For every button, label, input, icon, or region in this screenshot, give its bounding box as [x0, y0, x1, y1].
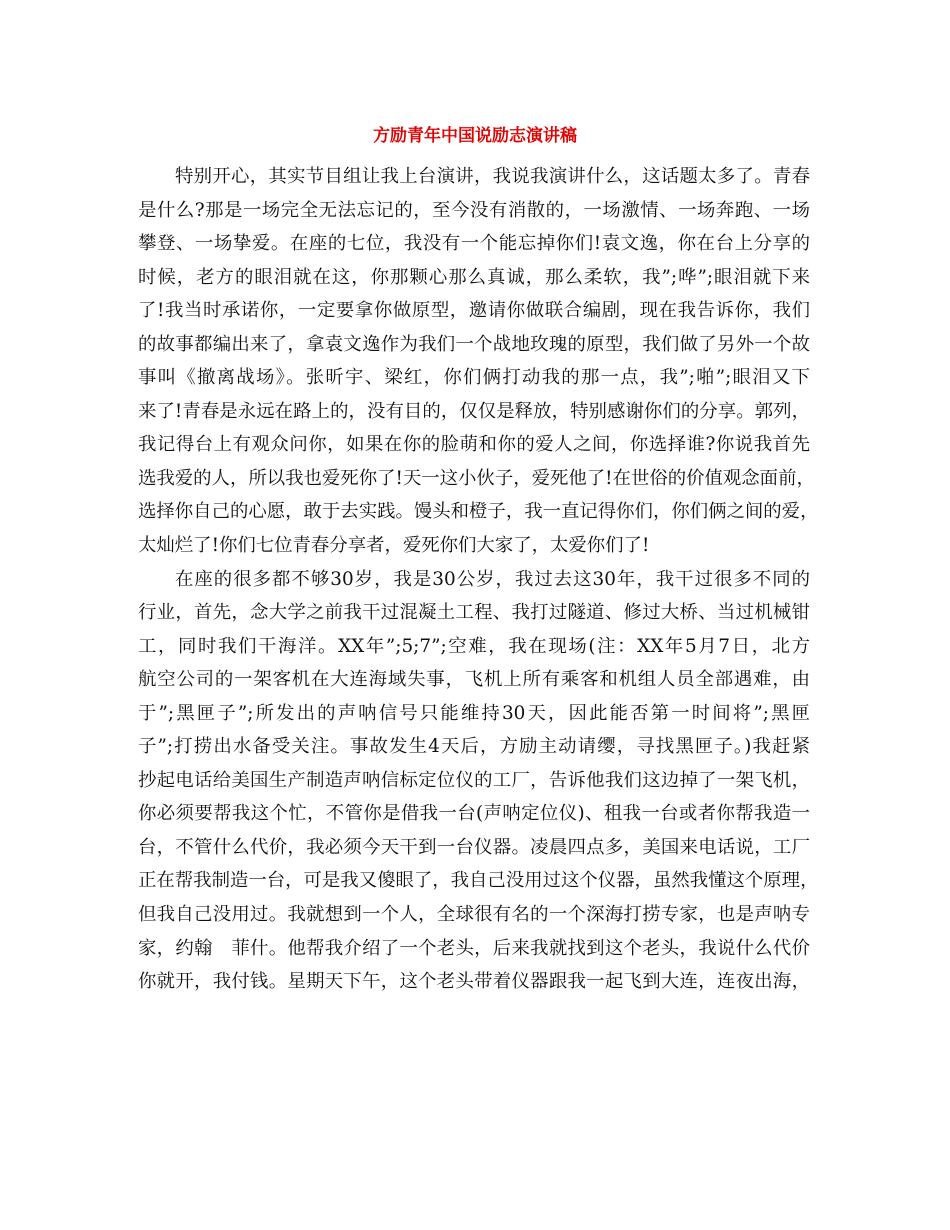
text-line: 你必须要帮我这个忙，不管你是借我一台(声呐定位仪)、租我一台或者你帮我造一 — [138, 803, 810, 825]
text-line: 来了!青春是永远在路上的，没有目的，仅仅是释放，特别感谢你们的分享。郭列， — [138, 400, 810, 422]
text-line: 但我自己没用过。我就想到一个人，全球很有名的一个深海打捞专家，也是声呐专 — [138, 904, 810, 926]
text-line: 正在帮我制造一台，可是我又傻眼了，我自己没用过这个仪器，虽然我懂这个原理， — [138, 870, 819, 892]
text-line: 我记得台上有观众问你，如果在你的脸萌和你的爱人之间，你选择谁?你说我首先 — [138, 434, 810, 456]
document-title: 方励青年中国说励志演讲稿 — [373, 126, 577, 146]
text-line: 事叫《撤离战场》。张昕宇、梁红，你们俩打动我的那一点，我”;啪”;眼泪又下 — [138, 367, 810, 389]
text-line: 工，同时我们干海洋。XX年”;5;7”;空难，我在现场(注：XX年5月7日，北方 — [138, 635, 810, 657]
text-line: 你就开，我付钱。星期天下午，这个老头带着仪器跟我一起飞到大连，连夜出海， — [138, 971, 810, 993]
text-line: 航空公司的一架客机在大连海域失事，飞机上所有乘客和机组人员全部遇难，由 — [138, 669, 810, 691]
paragraph-1 — [138, 160, 819, 563]
text-line: 太灿烂了!你们七位青春分享者，爱死你们大家了，太爱你们了! — [138, 535, 650, 557]
text-line: 时候，老方的眼泪就在这，你那颗心那么真诚，那么柔软，我”;哗”;眼泪就下来 — [138, 266, 810, 288]
text-line: 台，不管什么代价，我必须今天干到一台仪器。凌晨四点多，美国来电话说，工厂 — [138, 836, 810, 858]
text-line: 攀登、一场挚爱。在座的七位，我没有一个能忘掉你们!袁文逸，你在台上分享的 — [138, 233, 810, 255]
paragraph-2 — [138, 563, 819, 999]
text-line: 子”;打捞出水备受关注。事故发生4天后，方励主动请缨，寻找黑匣子。)我赶紧 — [138, 736, 810, 758]
text-line: 于”;黑匣子”;所发出的声呐信号只能维持30天，因此能否第一时间将”;黑匣 — [138, 702, 810, 724]
text-line: 在座的很多都不够30岁，我是30公岁，我过去这30年，我干过很多不同的 — [175, 568, 810, 590]
text-line: 抄起电话给美国生产制造声呐信标定位仪的工厂，告诉他我们这边掉了一架飞机， — [138, 769, 810, 791]
text-line: 行业，首先，念大学之前我干过混凝土工程、我打过隧道、修过大桥、当过机械钳 — [138, 602, 810, 624]
text-line: 选择你自己的心愿，敢于去实践。馒头和橙子，我一直记得你们，你们俩之间的爱， — [138, 501, 819, 523]
text-line: 选我爱的人，所以我也爱死你了!天一这小伙子，爱死他了!在世俗的价值观念面前， — [138, 467, 815, 489]
text-line: 特别开心，其实节目组让我上台演讲，我说我演讲什么，这话题太多了。青春 — [175, 166, 810, 187]
text-line: 家，约翰 菲什。他帮我介绍了一个老头，后来我就找到这个老头，我说什么代价 — [138, 937, 810, 959]
text-line: 是什么?那是一场完全无法忘记的，至今没有消散的，一场激情、一场奔跑、一场 — [138, 199, 810, 221]
document-body — [138, 160, 819, 999]
text-line: 了!我当时承诺你，一定要拿你做原型，邀请你做联合编剧，现在我告诉你，我们 — [138, 300, 810, 322]
text-line: 的故事都编出来了，拿袁文逸作为我们一个战地玫瑰的原型，我们做了另外一个故 — [138, 333, 810, 355]
